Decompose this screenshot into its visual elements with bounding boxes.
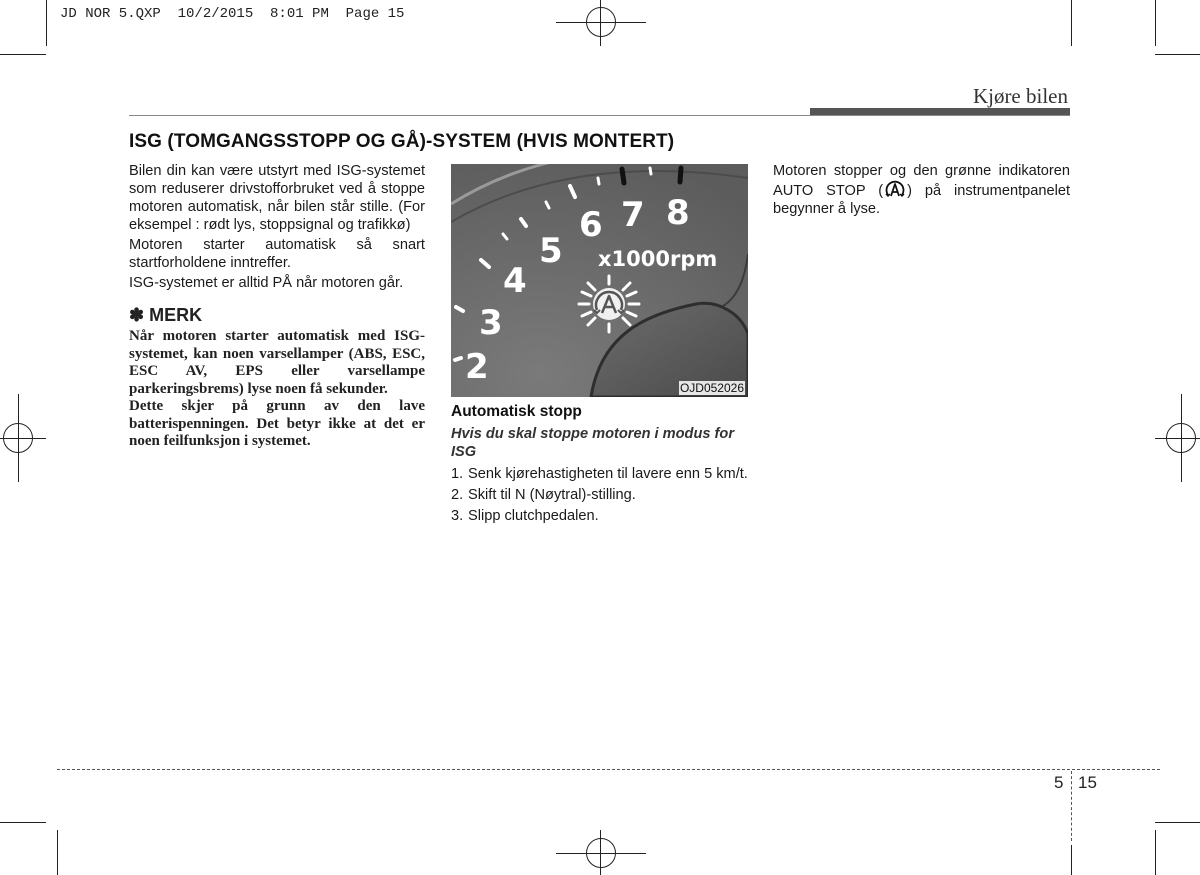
list-item xyxy=(451,465,748,483)
gauge-number: 8 xyxy=(666,193,690,233)
intro-paragraph: ISG-systemet er alltid PÅ når motoren går. xyxy=(129,275,404,291)
indicator-text: ) på instrumentpanelet begynner å lyse. xyxy=(773,183,1070,217)
list-item xyxy=(451,486,748,504)
gauge-number: 4 xyxy=(503,261,527,301)
note-body xyxy=(129,328,425,451)
auto-stop-icon xyxy=(579,276,639,332)
printer-slug: JD NOR 5.QXP 10/2/2015 8:01 PM Page 15 xyxy=(60,6,405,22)
step-number: 1. xyxy=(451,466,464,482)
list-item xyxy=(451,507,748,525)
section-subheading: Hvis du skal stoppe motoren i modus for ISG xyxy=(451,426,734,460)
page-number-divider xyxy=(1071,771,1073,841)
tachometer-illustration xyxy=(451,164,748,397)
step-text: Senk kjørehastigheten til lavere enn 5 km/t. xyxy=(468,466,748,482)
gauge-number: 5 xyxy=(539,231,563,271)
column-indicator xyxy=(773,162,1070,218)
steps-list xyxy=(451,465,748,525)
note-paragraph: Når motoren starter automatisk med ISG-systemet, kan noen varsellamper (ABS, ESC, ESC AV, EPS eller varsellampe parkeringsbrems) lyse noen få sekunder. xyxy=(129,328,425,397)
gauge-number: 2 xyxy=(465,347,489,387)
footer-rule xyxy=(57,769,1160,770)
intro-paragraph: Bilen din kan være utstyrt med ISG-systemet som reduserer drivstofforbruket ved å stoppe motoren automatisk, når bilen står stille. (For eksempel : rødt lys, stoppsignal og trafikkø) xyxy=(129,163,425,233)
step-number: 2. xyxy=(451,487,464,503)
section-label: Kjøre bilen xyxy=(972,84,1068,108)
chapter-number: 5 xyxy=(1054,773,1064,792)
figure-code: OJD052026 xyxy=(679,381,744,395)
instrument-cluster-figure xyxy=(451,164,748,397)
note-heading: ✽ MERK xyxy=(129,305,203,325)
column-intro xyxy=(129,162,425,451)
column-auto-stop xyxy=(451,403,748,528)
gauge-number: 7 xyxy=(621,195,645,235)
page-number: 15 xyxy=(1078,773,1097,792)
step-text: Slipp clutchpedalen. xyxy=(468,508,599,524)
step-number: 3. xyxy=(451,508,464,524)
step-text: Skift til N (Nøytral)-stilling. xyxy=(468,487,636,503)
note-paragraph: Dette skjer på grunn av den lave batterispenningen. Det betyr ikke at det er noen feilfunksjon i systemet. xyxy=(129,398,425,449)
intro-paragraph: Motoren starter automatisk så snart startforholdene inntreffer. xyxy=(129,237,425,271)
page-title: ISG (TOMGANGSSTOPP OG GÅ)-SYSTEM (HVIS MONTERT) xyxy=(129,131,675,152)
gauge-number: 6 xyxy=(579,205,603,245)
auto-stop-icon xyxy=(884,180,906,200)
indicator-text: Motoren stopper og den grønne indikatoren AUTO STOP ( xyxy=(773,163,1070,199)
rpm-unit-label: x1000rpm xyxy=(598,247,718,271)
header-rule xyxy=(129,115,1070,116)
gauge-number: 3 xyxy=(479,303,503,343)
section-heading: Automatisk stopp xyxy=(451,403,582,420)
